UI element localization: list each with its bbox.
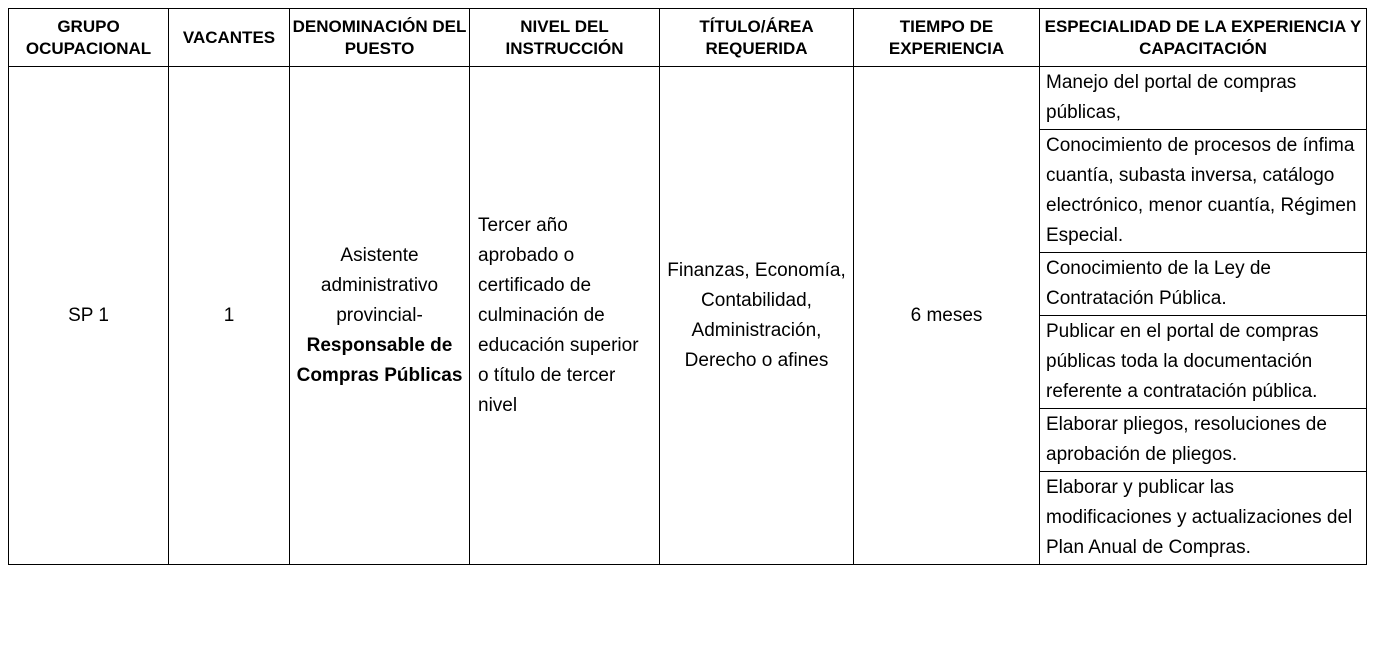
list-item: Elaborar y publicar las modificaciones y actualizaciones del Plan Anual de Compras. xyxy=(1046,477,1353,558)
header-tiempo-experiencia: TIEMPO DE EXPERIENCIA xyxy=(854,9,1040,67)
denominacion-bold-text: Responsable de Compras Públicas xyxy=(296,334,463,386)
list-item: Elaborar pliegos, resoluciones de aprobación de pliegos. xyxy=(1040,409,1366,472)
header-grupo-ocupacional: GRUPO OCUPACIONAL xyxy=(9,9,169,67)
list-item: Manejo del portal de compras públicas, xyxy=(1040,67,1366,130)
cell-denominacion xyxy=(290,67,470,565)
cell-tiempo: 6 meses xyxy=(854,67,1040,565)
table-row xyxy=(9,67,1367,565)
cell-grupo: SP 1 xyxy=(9,67,169,565)
list-item: Publicar en el portal de compras públicas toda la documentación referente a contratación pública. xyxy=(1040,316,1366,409)
cell-especialidad xyxy=(1040,67,1367,565)
header-vacantes: VACANTES xyxy=(169,9,290,67)
list-item: Conocimiento de procesos de ínfima cuantía, subasta inversa, catálogo electrónico, menor cuantía, Régimen Especial. xyxy=(1040,130,1366,253)
header-denominacion: DENOMINACIÓN DEL PUESTO xyxy=(290,9,470,67)
job-requirements-table xyxy=(8,8,1367,565)
list-item: Conocimiento de la Ley de Contratación Pública. xyxy=(1040,253,1366,316)
cell-vacantes: 1 xyxy=(169,67,290,565)
job-requirements-table-wrapper xyxy=(8,8,1366,565)
header-titulo-area: TÍTULO/ÁREA REQUERIDA xyxy=(660,9,854,67)
header-especialidad: ESPECIALIDAD DE LA EXPERIENCIA Y CAPACITACIÓN xyxy=(1040,9,1367,67)
header-row xyxy=(9,9,1367,67)
denominacion-text: Asistente administrativo provincial- xyxy=(320,244,439,326)
cell-titulo: Finanzas, Economía, Contabilidad, Administración, Derecho o afines xyxy=(660,67,854,565)
cell-nivel: Tercer año aprobado o certificado de culminación de educación superior o título de tercer nivel xyxy=(470,67,660,565)
header-nivel-instruccion: NIVEL DEL INSTRUCCIÓN xyxy=(470,9,660,67)
